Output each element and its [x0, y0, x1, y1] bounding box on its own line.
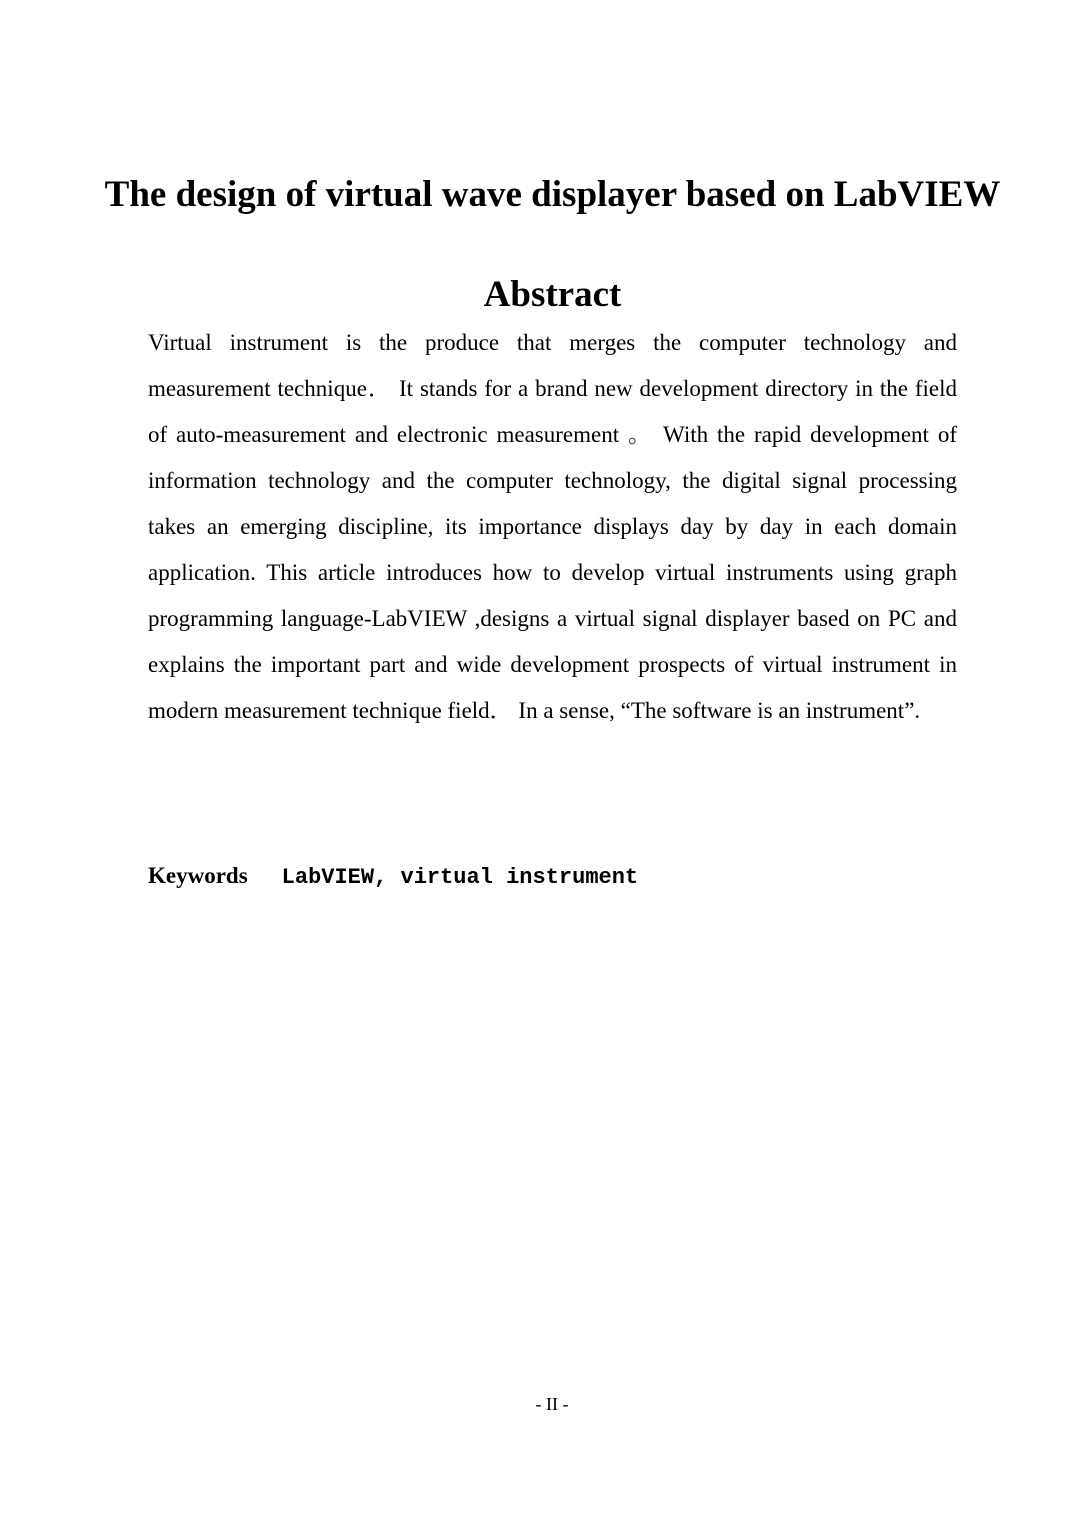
page-number: - II -: [535, 1394, 569, 1414]
abstract-text: Virtual instrument is the produce that merges the computer technology and measurement technique． It stands for a brand new development directory in the field of auto-measurement and electronic measurement 。 With the rapid development of information technology and the computer technology, the digital signal processing takes an emerging discipline, its importance displays day by day in each domain application. This article introduces how to develop virtual instruments using graph programming language-LabVIEW ,designs a virtual signal displayer based on PC and explains the important part and wide development prospects of virtual instrument in modern measurement technique field． In a sense, “The software is an instrument”.: [148, 330, 957, 723]
paper-title: The design of virtual wave displayer based on LabVIEW: [104, 174, 1001, 215]
keywords-values: LabVIEW, virtual instrument: [281, 865, 639, 890]
keywords-label: Keywords: [148, 863, 248, 888]
abstract-heading: Abstract: [483, 274, 622, 315]
keywords-line: [148, 858, 638, 896]
